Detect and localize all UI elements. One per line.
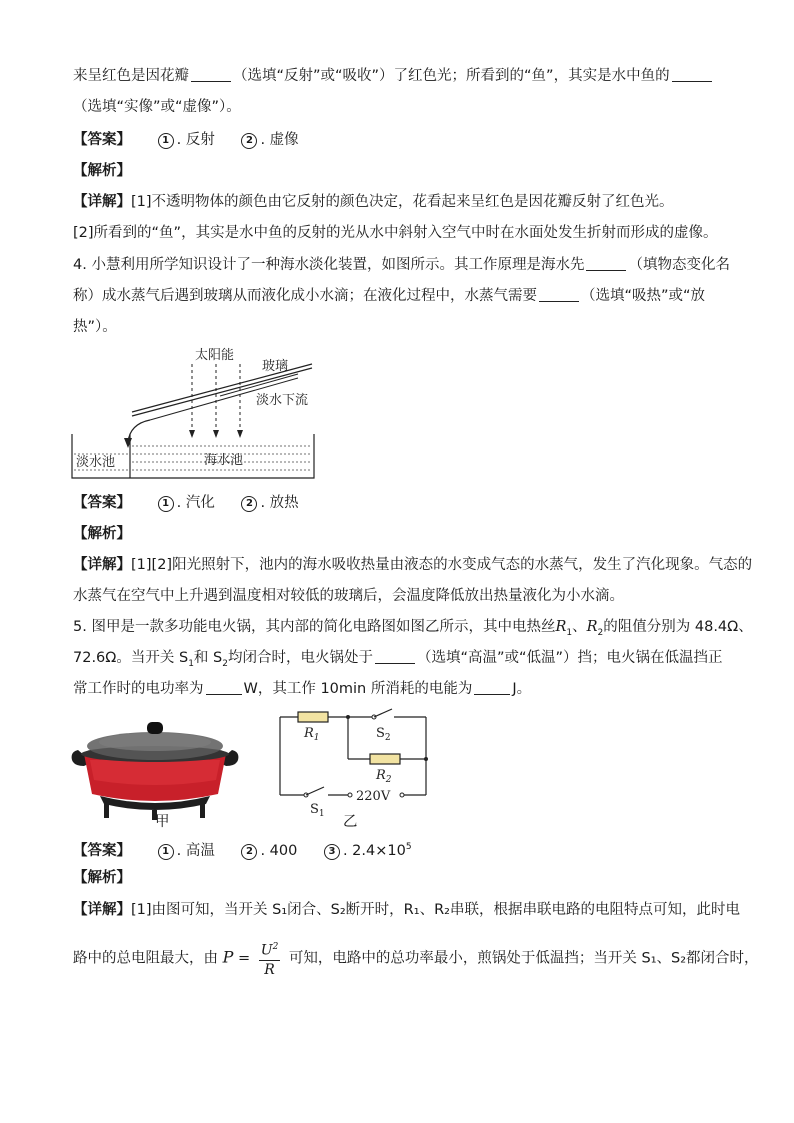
q3-detail-2	[73, 223, 718, 243]
q5-text: 均闭合时，电火锅处于	[227, 650, 373, 666]
formula-fraction	[259, 938, 281, 979]
fresh-pool-label: 淡水池	[76, 455, 116, 470]
r1-label: $R_1$	[304, 726, 320, 743]
answer-blank[interactable]	[586, 256, 626, 271]
answer-tag: 【答案】	[73, 132, 131, 148]
switch-s1-lever	[306, 787, 324, 795]
detail-tag: 【详解】	[73, 557, 131, 573]
flow-arrowhead	[124, 438, 132, 448]
power-terminal	[400, 793, 404, 797]
detail-text: [1][2]阳光照射下，池内的海水吸收热量由液态的水变成气态的水蒸气，发生了汽化现象。气态的	[131, 557, 753, 573]
q5-text: 常工作时的电功率为	[73, 681, 204, 697]
answer-item	[158, 495, 215, 511]
q4-text: （填物态变化名	[628, 257, 730, 273]
q5-detail-2	[73, 938, 759, 979]
s1-subscript: 1	[188, 658, 194, 669]
q3-line-1	[73, 66, 714, 86]
resistor-r1	[298, 712, 328, 722]
switch-s2-lever	[374, 709, 392, 717]
pot-lid-glass	[99, 733, 211, 751]
circled-number: 2	[241, 133, 257, 149]
q5-text: （选填“高温”或“低温”）挡；电火锅在低温挡正	[416, 650, 723, 666]
flow-label: 淡水下流	[256, 393, 309, 408]
formula-numerator: $U^2$	[259, 938, 281, 961]
answer-tag: 【答案】	[73, 495, 131, 511]
detail-text: 水蒸气在空气中上升遇到温度相对较低的玻璃后，会温度降低放出热量液化为小水滴。	[73, 588, 624, 604]
s2-label: $S_2$	[376, 726, 391, 743]
analysis-tag: 【解析】	[73, 163, 131, 179]
glass-label: 玻璃	[262, 359, 289, 374]
q4-line-1	[73, 255, 730, 275]
answer-text: . 2.4×10	[342, 842, 406, 859]
answer-item	[241, 495, 298, 511]
sea-pool-label: 海水池	[204, 453, 244, 468]
q4-answer	[73, 493, 299, 513]
s2-subscript: 2	[222, 658, 228, 669]
pot-leg	[200, 804, 205, 818]
answer-blank[interactable]	[474, 680, 510, 695]
q3-analysis	[73, 161, 131, 181]
sunlight-arrowhead	[213, 430, 219, 438]
s1-label: $S_1$	[310, 802, 325, 819]
power-terminal	[348, 793, 352, 797]
detail-text: 可知，电路中的总功率最小，煎锅处于低温挡；当开关 S₁、S₂都闭合时，	[288, 950, 759, 967]
pot-caption: 甲	[155, 814, 170, 830]
q5-text: 和 S	[193, 650, 223, 666]
q3-line-2	[73, 97, 241, 117]
q5-text: 72.6Ω。当开关 S	[73, 650, 189, 666]
circled-number: 2	[241, 844, 257, 860]
circled-number: 1	[158, 133, 174, 149]
junction	[346, 715, 350, 719]
answer-blank[interactable]	[375, 649, 415, 664]
q3-text: （选填“反射”或“吸收”）了红色光；所看到的“鱼”，其实是水中鱼的	[233, 68, 670, 84]
answer-text: . 汽化	[176, 495, 215, 511]
formula-p: P	[222, 947, 234, 967]
glass-plate-bottom	[132, 368, 312, 416]
q5-analysis	[73, 868, 131, 888]
q4-text: 热”）。	[73, 319, 117, 335]
resistor-r2	[370, 754, 400, 764]
circled-number: 1	[158, 844, 174, 860]
r1-symbol: R	[555, 619, 567, 635]
pot-leg	[104, 804, 109, 818]
answer-text: . 反射	[176, 132, 215, 148]
q5-text: W，其工作 10min 所消耗的电能为	[243, 681, 473, 697]
circled-number: 1	[158, 496, 174, 512]
r1-subscript: 1	[566, 627, 573, 638]
answer-item	[241, 132, 298, 148]
answer-text: . 虚像	[260, 132, 299, 148]
analysis-tag: 【解析】	[73, 526, 131, 542]
r2-symbol: R	[586, 619, 598, 635]
detail-tag: 【详解】	[73, 902, 131, 918]
r2-subscript: 2	[597, 627, 604, 638]
q3-text: （选填“实像”或“虚像”）。	[73, 99, 241, 115]
q3-text: 来呈红色是因花瓣	[73, 68, 189, 84]
r2-label: $R_2$	[376, 768, 392, 785]
answer-exponent: 5	[405, 842, 412, 852]
formula-denominator: R	[264, 961, 275, 978]
q5-detail-1	[73, 900, 740, 920]
q5-text: J。	[512, 681, 532, 697]
sun-label: 太阳能	[195, 348, 235, 363]
sunlight-arrowhead	[237, 430, 243, 438]
q4-text: 4. 小慧利用所学知识设计了一种海水淡化装置，如图所示。其工作原理是海水先	[73, 257, 585, 273]
q5-text: 5. 图甲是一款多功能电火锅，其内部的简化电路图如图乙所示，其中电热丝	[73, 619, 556, 635]
answer-blank[interactable]	[191, 67, 231, 82]
detail-tag: 【详解】	[73, 194, 131, 210]
answer-tag: 【答案】	[73, 842, 131, 859]
sunlight-arrowhead	[189, 430, 195, 438]
analysis-tag: 【解析】	[73, 870, 131, 886]
junction	[424, 757, 428, 761]
answer-blank[interactable]	[206, 680, 242, 695]
q5-answer	[73, 837, 412, 861]
q3-answer	[73, 130, 299, 150]
circled-number: 3	[324, 844, 340, 860]
desalination-diagram	[70, 342, 320, 482]
lid-knob	[147, 722, 163, 734]
q4-detail-1	[73, 555, 752, 575]
answer-text: . 高温	[176, 842, 215, 859]
q5-text: 、	[572, 619, 587, 635]
answer-text: . 放热	[260, 495, 299, 511]
answer-item	[324, 843, 412, 859]
q4-line-2	[73, 286, 705, 306]
circuit-caption: 乙	[343, 814, 358, 830]
q5-line-3	[73, 679, 531, 699]
detail-text: [1]不透明物体的颜色由它反射的颜色决定，花看起来呈红色是因花瓣反射了红色光。	[131, 194, 674, 210]
answer-item	[158, 843, 215, 859]
detail-text: 路中的总电阻最大，由	[73, 950, 218, 967]
pot-highlight	[90, 760, 220, 785]
q4-text: （选填“吸热”或“放	[581, 288, 706, 304]
answer-text: . 400	[260, 842, 298, 859]
q5-line-1	[73, 617, 753, 643]
q4-line-3	[73, 317, 117, 337]
answer-blank[interactable]	[672, 67, 712, 82]
q4-detail-2	[73, 586, 624, 606]
voltage-label: 220V	[356, 789, 391, 804]
q5-text: 的阻值分别为 48.4Ω、	[603, 619, 753, 635]
detail-text: [1]由图可知，当开关 S₁闭合、S₂断开时，R₁、R₂串联，根据串联电路的电阻特点可知，此时电	[131, 902, 740, 918]
answer-item	[241, 843, 297, 859]
formula-equals: =	[237, 950, 251, 967]
detail-text: [2]所看到的“鱼”，其实是水中鱼的反射的光从水中斜射入空气中时在水面处发生折射而形成的虚像。	[73, 225, 718, 241]
q5-line-2	[73, 648, 723, 674]
answer-blank[interactable]	[539, 287, 579, 302]
q3-detail-1	[73, 192, 674, 212]
answer-item	[158, 132, 215, 148]
q4-analysis	[73, 524, 131, 544]
q4-text: 称）成水蒸气后遇到玻璃从而液化成小水滴；在液化过程中，水蒸气需要	[73, 288, 537, 304]
circled-number: 2	[241, 496, 257, 512]
